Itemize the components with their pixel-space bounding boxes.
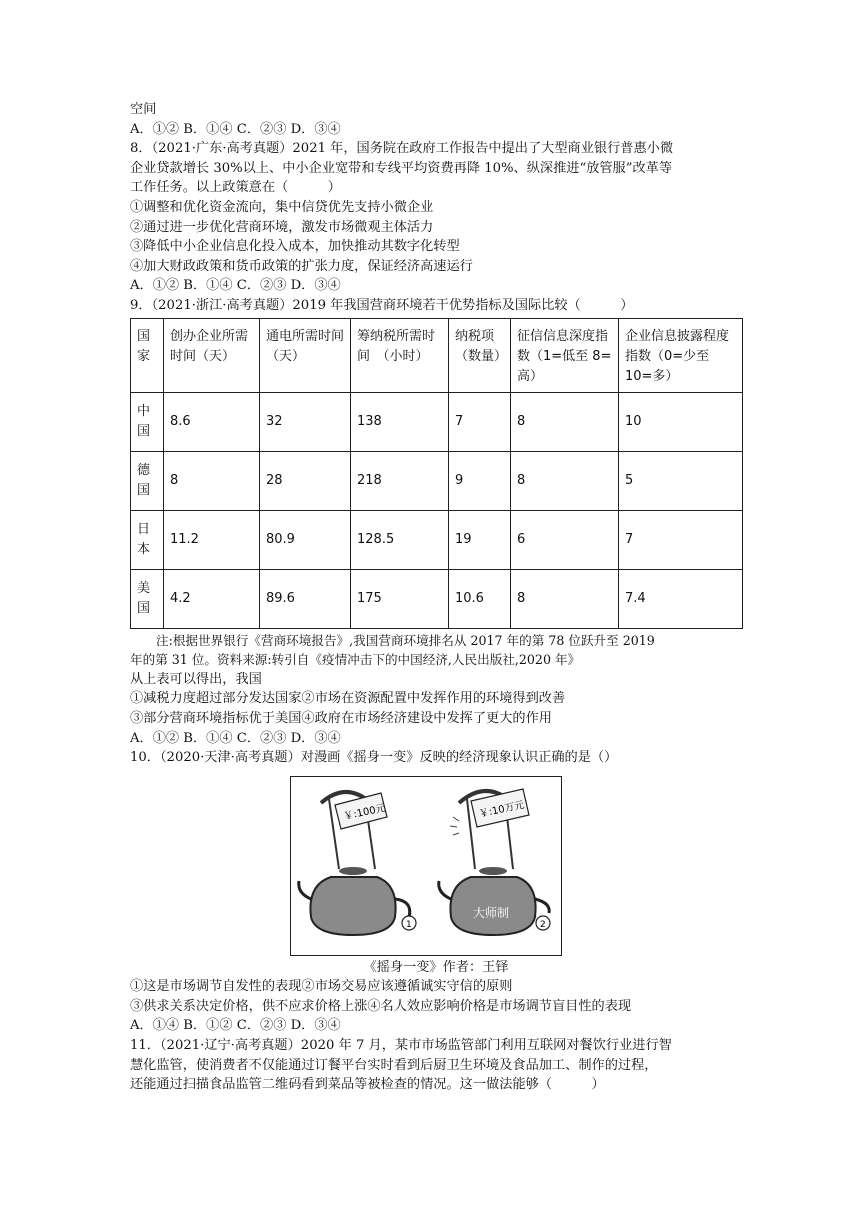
table-row [131,510,743,569]
cartoon-caption: 《摇身一变》作者：王铎 [363,959,509,975]
q8-line-1: 8．（2021·广东·高考真题）2021 年，国务院在政府工作报告中提出了大型商业银行普惠小微 [130,141,674,157]
table-cell: 128.5 [351,510,449,569]
header-cell: 通电所需时间（天） [260,318,351,392]
q8-statement-1: ①调整和优化资金流向，集中信贷优先支持小微企业 [130,199,434,215]
svg-text:2: 2 [540,919,546,930]
q10-statements-3-4: ③供求关系决定价格，供不应求价格上涨④名人效应影响价格是市场调节盲目性的表现 [130,998,632,1014]
q8-statement-3: ③降低中小企业信息化投入成本，加快推动其数字化转型 [130,239,460,255]
table-cell: 9 [449,451,511,510]
header-cell: 纳税项（数量） [449,318,511,392]
country-cell: 中国 [131,392,164,451]
q7-options: A．①② B．①④ C．②③ D．③④ [130,121,341,137]
table-cell: 8 [511,451,619,510]
table-cell: 8 [511,569,619,628]
q11-line-3: 还能通过扫描食品监管二维码看到菜品等被检查的情况。这一做法能够（ ） [130,1077,605,1093]
table-cell: 11.2 [164,510,260,569]
q8-line-2: 企业贷款增长 30%以上、中小企业宽带和专线平均资费再降 10%、纵深推进“放管服”改革等 [130,160,673,176]
table-cell: 4.2 [164,569,260,628]
table-cell: 6 [511,510,619,569]
table-cell: 175 [351,569,449,628]
q9-note-line-1: 注:根据世界银行《营商环境报告》,我国营商环境排名从 2017 年的第 78 位跃升至 2019 [156,632,655,648]
table-cell: 80.9 [260,510,351,569]
exam-page [130,100,742,1095]
country-cell: 美国 [131,569,164,628]
table-cell: 8.6 [164,392,260,451]
table-row [131,451,743,510]
header-cell: 筹纳税所需时间 （小时） [351,318,449,392]
table-cell: 5 [619,451,743,510]
q9-stem: 从上表可以得出，我国 [130,671,262,687]
q9-title: 9．（2021·浙江·高考真题）2019 年我国营商环境若干优势指标及国际比较（ ） [130,297,634,313]
q9-statements-3-4: ③部分营商环境指标优于美国④政府在市场经济建设中发挥了更大的作用 [130,710,552,726]
q10-statements-1-2: ①这是市场调节自发性的表现②市场交易应该遵循诚实守信的原则 [130,979,513,995]
table-cell: 218 [351,451,449,510]
q9-options: A．①② B．①④ C．②③ D．③④ [130,730,341,746]
table-cell: 8 [164,451,260,510]
table-cell: 10 [619,392,743,451]
business-environment-table [130,318,743,629]
q10-title: 10．（2020·天津·高考真题）对漫画《摇身一变》反映的经济现象认识正确的是（） [130,750,618,766]
master-made-text: 大师制 [473,905,510,920]
q9-note-line-2: 年的第 31 位。资料来源:转引自《疫情冲击下的中国经济,人民出版社,2020 年》 [130,652,581,668]
table-cell: 138 [351,392,449,451]
svg-text:1: 1 [406,919,412,930]
table-cell: 7 [449,392,511,451]
table-cell: 32 [260,392,351,451]
table-header-row [131,318,743,392]
header-cell: 企业信息披露程度指数（0=少至 10=多） [619,318,743,392]
q11-line-2: 慧化监管，使消费者不仅能通过订餐平台实时看到后厨卫生环境及食品加工、制作的过程， [130,1057,658,1073]
q8-statement-4: ④加大财政政策和货币政策的扩张力度，保证经济高速运行 [130,258,473,274]
q8-line-3: 工作任务。以上政策意在（ ） [130,180,341,196]
right-tag-text: ￥:10万元 [478,799,526,820]
table-cell: 7 [619,510,743,569]
header-cell: 国家 [131,318,164,392]
table-cell: 28 [260,451,351,510]
cartoon-image [290,776,562,956]
teapot-cartoon-illustration [291,777,561,955]
q9-statements-1-2: ①减税力度超过部分发达国家②市场在资源配置中发挥作用的环境得到改善 [130,691,566,707]
q10-options: A．①④ B．①② C．②③ D．③④ [130,1018,341,1034]
table-row [131,569,743,628]
header-cell: 创办企业所需时间（天） [164,318,260,392]
table-cell: 10.6 [449,569,511,628]
country-cell: 日本 [131,510,164,569]
left-teapot-body [310,877,395,935]
q11-line-1: 11．（2021·辽宁·高考真题）2020 年 7 月，某市市场监管部门利用互联网对餐饮行业进行智 [130,1038,672,1054]
q7-continuation: 空间 [130,102,157,117]
q8-options: A．①② B．①④ C．②③ D．③④ [130,278,341,294]
table-cell: 89.6 [260,569,351,628]
table-cell: 19 [449,510,511,569]
left-tag-text: ￥:100元 [342,802,387,823]
table-row [131,392,743,451]
table-cell: 7.4 [619,569,743,628]
q8-statement-2: ②通过进一步优化营商环境，激发市场微观主体活力 [130,219,434,235]
country-cell: 德国 [131,451,164,510]
header-cell: 征信信息深度指数（1=低至 8=高） [511,318,619,392]
table-cell: 8 [511,392,619,451]
